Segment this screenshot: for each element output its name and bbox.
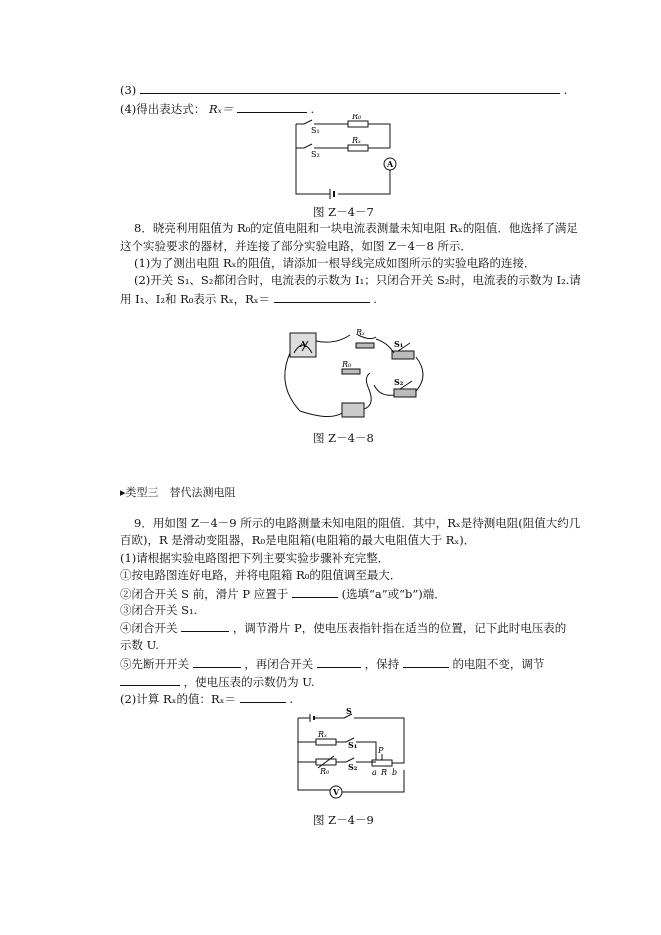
figure-z-4-7-circuit (290, 114, 400, 200)
q9-step4-text: ④闭合开关 (120, 621, 178, 635)
q7-item3 (120, 82, 567, 97)
q7-item3-label: (3) (120, 83, 137, 97)
q9-step2 (120, 586, 446, 601)
figure-z-4-9-caption: 图 Z－4－9 (313, 813, 374, 827)
fig9-p-label: P (378, 746, 384, 755)
q8-line4: (2)开关 S₁、S₂都闭合时，电流表的示数为 I₁；只闭合开关 S₂时，电流表的示数为 I₂.请 (134, 273, 581, 287)
q7-item3-end: . (563, 83, 568, 97)
q9-step5-blank-2[interactable] (317, 656, 361, 668)
fig8-ammeter-label: A (300, 339, 307, 349)
q9-step5-line2-text: ，使电压表的示数仍为 U. (183, 675, 315, 689)
q9-line3: (1)请根据实验电路图把下列主要实验步骤补充完整． (120, 551, 390, 565)
q9-step2-text: ②闭合开关 S 前，滑片 P 应置于 (120, 587, 289, 601)
q9-step4-line2: 示数 U. (120, 638, 159, 652)
q9-step5-text-d: 的电阻不变，调节 (452, 657, 545, 671)
q7-item4-blank[interactable] (237, 101, 307, 113)
q8-line2: 这个实验要求的器材，并连接了部分实验电路，如图 Z－4－8 所示． (120, 239, 472, 253)
q8-line5 (120, 291, 377, 306)
fig7-s2-label: S₂ (311, 150, 320, 159)
fig9-r0-label: R₀ (320, 767, 330, 776)
q7-item4-var: Rₓ＝ (208, 102, 234, 116)
q9-step4 (120, 620, 566, 635)
q9-line1: 9．用如图 Z－4－9 所示的电路测量未知电阻的阻值．其中，Rₓ是待测电阻(阻值大约几 (134, 516, 581, 530)
figure-z-4-8-caption: 图 Z－4－8 (313, 431, 374, 445)
q9-step5-blank-1[interactable] (193, 656, 241, 668)
fig7-s1-label: S₁ (311, 126, 320, 135)
q9-part2-end: . (289, 692, 293, 706)
q9-step5-text-b: ，再闭合开关 (244, 657, 314, 671)
q9-step4-blank[interactable] (181, 620, 229, 632)
q7-item4-label: (4)得出表达式： (120, 102, 206, 116)
fig9-s2-label: S₂ (348, 762, 358, 772)
q9-line2: 百欧)，R 是滑动变阻器，R₀是电阻箱(电阻箱的最大电阻值大于 Rₓ)． (120, 533, 476, 547)
q8-line3: (1)为了测出电阻 Rₓ的阻值，请添加一根导线完成如图所示的实验电路的连接． (134, 256, 536, 270)
q9-step5-blank-3[interactable] (403, 656, 449, 668)
q7-item4-end: . (310, 102, 315, 116)
q9-step5-text-a: ⑤先断开开关 (120, 657, 189, 671)
fig8-s2-label: S₂ (394, 377, 404, 387)
fig8-s1-label: S₁ (394, 339, 404, 349)
fig7-ammeter-label: A (387, 159, 394, 169)
fig9-r-label: R (381, 768, 388, 777)
fig9-s-label: S (346, 708, 352, 716)
q9-part2-blank[interactable] (240, 691, 286, 703)
fig9-rx-label: Rₓ (318, 730, 327, 739)
q8-line5-text: 用 I₁、I₂和 R₀表示 Rₓ，Rₓ＝ (120, 292, 271, 306)
q8-answer-blank[interactable] (274, 291, 370, 303)
q9-step1: ①按电路图连好电路，并将电阻箱 R₀的阻值调至最大． (120, 568, 402, 582)
q9-step4-rest: ，调节滑片 P，使电压表指针指在适当的位置，记下此时电压表的 (232, 621, 567, 635)
fig9-a-label: a (372, 768, 377, 777)
q7-item4 (120, 101, 314, 116)
fig7-rx-label: Rₓ (352, 136, 361, 145)
q7-item3-blank[interactable] (140, 82, 560, 94)
fig9-s1-label: S₁ (348, 740, 358, 750)
q9-step5-text-c: ，保持 (364, 657, 400, 671)
q9-step5-blank-4[interactable] (120, 674, 180, 686)
section-heading: ▸类型三 替代法测电阻 (120, 486, 236, 499)
q9-step3: ③闭合开关 S₁. (120, 603, 198, 617)
fig8-r0-label: R₀ (342, 360, 352, 369)
fig9-voltmeter-label: V (333, 787, 340, 797)
q8-line1: 8．晓亮利用阻值为 R₀的定值电阻和一块电流表测量未知电阻 Rₓ的阻值．他选择了满足 (134, 221, 578, 235)
figure-z-4-7-caption: 图 Z－4－7 (313, 205, 374, 219)
q8-line5-end: . (373, 292, 378, 306)
q9-step5-line2 (120, 674, 315, 689)
fig9-b-label: b (392, 768, 398, 777)
fig7-r0-label: R₀ (352, 114, 362, 121)
q9-part2 (120, 691, 293, 706)
fig8-rx-label: Rₓ (356, 328, 365, 337)
q9-step5 (120, 656, 544, 671)
q9-step2-rest: (选填“a”或“b”)端． (341, 587, 446, 601)
q9-step2-blank[interactable] (292, 586, 338, 598)
figure-z-4-8-apparatus (280, 325, 430, 425)
q9-part2-text: (2)计算 Rₓ的值：Rₓ＝ (120, 692, 237, 706)
figure-z-4-9-circuit (292, 708, 410, 808)
